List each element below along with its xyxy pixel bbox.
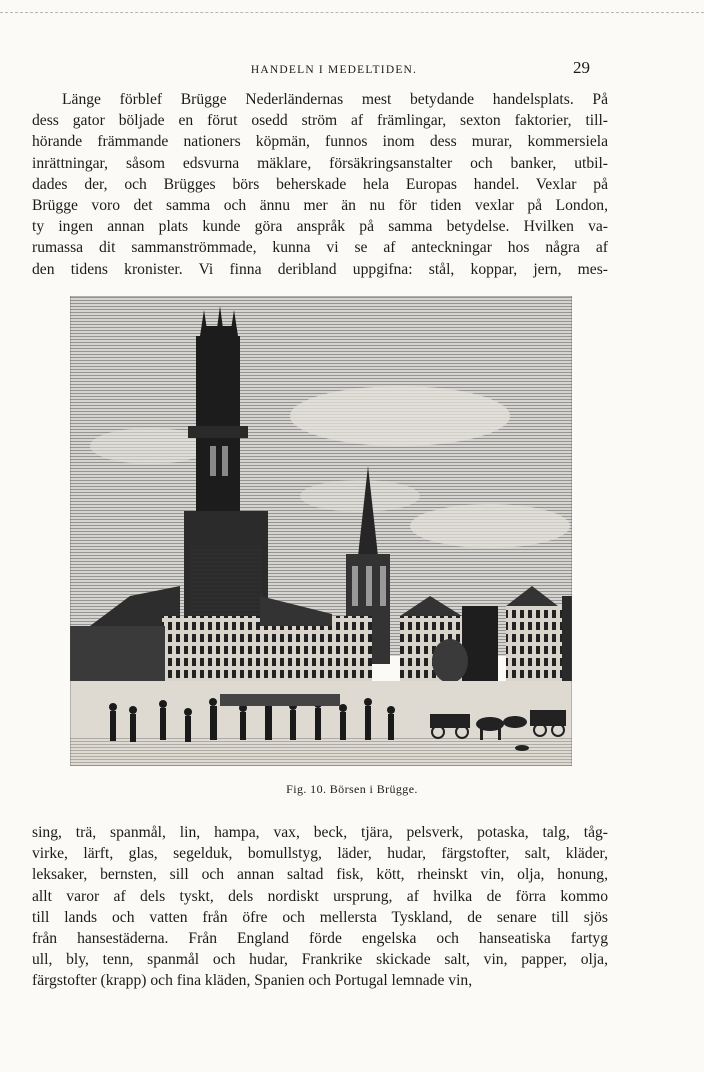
figure-engraving-bruges-bourse [70,296,572,766]
page-number: 29 [573,58,590,77]
engraving-illustration [70,296,572,766]
text-line: till lands och vatten från öfre och mellersta Tyskland, de senare till sjös [32,908,608,926]
cloud [300,480,420,512]
cloud [410,504,570,548]
paragraph-top [32,89,608,280]
text-line: ty ingen annan plats kunde göra anspråk på samma betydelse. Hvilken va- [32,218,608,236]
text-line: ull, bly, tenn, spanmål och hudar, Frankrike skickade salt, vin, papper, olja, [32,951,608,969]
text-line: Länge förblef Brügge Nederländernas mest betydande handelsplats. På [62,91,608,108]
text-line: rumassa dit sammanströmmade, kunna vi se af anteckningar hos några af [32,239,608,257]
text-line: färgstofter (krapp) och fina kläden, Spanien och Portugal lemnade vin, [32,972,473,990]
text-line: den tidens kronister. Vi finna deribland uppgifna: stål, koppar, jern, mes- [32,260,608,278]
text-line: från hansestäderna. Från England förde engelska och hanseatiska fartyg [32,930,608,948]
cloud [290,386,510,446]
text-line: inrättningar, såsom edsvurna mäklare, försäkringsanstalter och banker, utbil- [32,154,608,172]
text-line: dess gator böljade en förut osedd ström af främlingar, sexton faktorier, till- [32,112,608,130]
paragraph-bottom [32,822,608,992]
running-title: HANDELN I MEDELTIDEN. [250,64,418,76]
text-line: allt varor af dels tyskt, dels nordiskt ursprung, af hvilka de förra kommo [32,887,608,905]
tree [432,639,468,683]
text-line: virke, lärft, glas, segelduk, bomullstyg, läder, hudar, färgstofter, salt, kläder, [32,845,608,863]
text-line: sing, trä, spanmål, lin, hampa, vax, beck, tjära, pelsverk, potaska, talg, tåg- [32,824,608,841]
text-line: hörande främmande nationers köpmän, funnos inom dess murar, kommersiela [32,133,608,151]
page-header [60,58,608,82]
text-line: Brügge voro det samma och ännu mer än nu för tiden vexlar på London, [32,197,608,215]
figure-caption: Fig. 10. Börsen i Brügge. [286,782,418,796]
text-line: leksaker, bernsten, sill och annan saltad fisk, kött, rheinskt vin, olja, honung, [32,866,608,884]
text-line: dades der, och Brügges börs beherskade hela Europas handel. Vexlar på [32,175,608,193]
top-scan-rule [0,12,704,13]
